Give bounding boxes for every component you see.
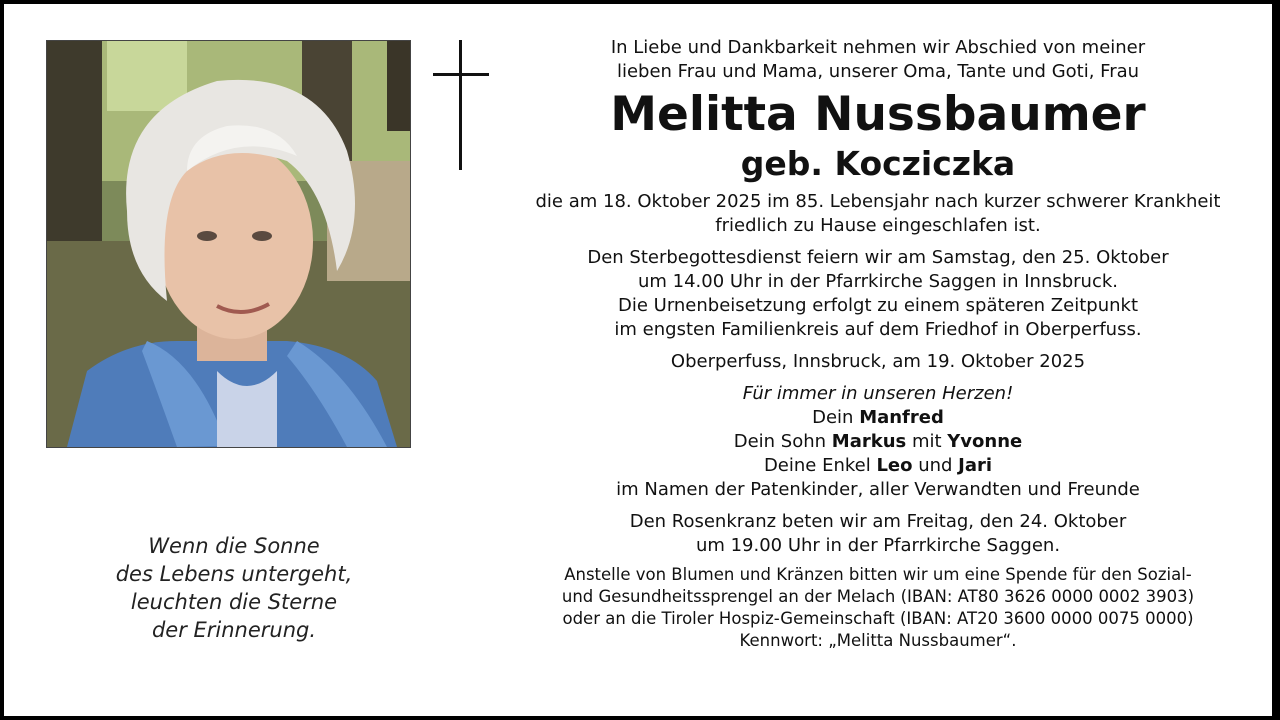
rosary-line: um 19.00 Uhr in der Pfarrkirche Saggen.: [695, 535, 1061, 556]
obituary-notice: [4, 4, 1272, 716]
service-line: Den Sterbegottesdienst feiern wir am Samstag, den 25. Oktober: [587, 247, 1169, 268]
service-line: im engsten Familienkreis auf dem Friedhof in Oberperfuss.: [614, 319, 1142, 340]
place-date: Oberperfuss, Innsbruck, am 19. Oktober 2025: [670, 351, 1086, 372]
rosary-line: Den Rosenkranz beten wir am Freitag, den 24. Oktober: [629, 511, 1127, 532]
cross-icon: [433, 40, 489, 170]
family-line-others: im Namen der Patenkinder, aller Verwandten und Freunde: [616, 479, 1140, 500]
portrait-photo: [46, 40, 411, 448]
donation-line: Kennwort: „Melitta Nussbaumer“.: [739, 631, 1017, 650]
notice-text: [492, 36, 1264, 652]
service-line: Die Urnenbeisetzung erfolgt zu einem späteren Zeitpunkt: [617, 295, 1138, 316]
intro-line: In Liebe und Dankbarkeit nehmen wir Abschied von meiner: [610, 37, 1146, 58]
grandchild-name: Jari: [958, 455, 993, 476]
partner-name: Yvonne: [947, 431, 1023, 452]
death-notice-line: die am 18. Oktober 2025 im 85. Lebensjahr nach kurzer schwerer Krankheit: [535, 191, 1221, 212]
donation-line: Anstelle von Blumen und Kränzen bitten wir um eine Spende für den Sozial-: [564, 565, 1192, 584]
grandchild-name: Leo: [876, 455, 913, 476]
family-line-spouse: Dein Manfred: [812, 407, 944, 428]
family-line-grandchildren: Deine Enkel Leo und Jari: [763, 455, 993, 476]
poem-line: leuchten die Sterne: [130, 590, 338, 614]
donation-line: oder an die Tiroler Hospiz-Gemeinschaft (IBAN: AT20 3600 0000 0075 0000): [562, 609, 1194, 628]
maiden-name: geb. Kocziczka: [740, 144, 1016, 183]
poem: [64, 532, 404, 644]
spouse-name: Manfred: [859, 407, 944, 428]
service-line: um 14.00 Uhr in der Pfarrkirche Saggen in Innsbruck.: [637, 271, 1119, 292]
poem-line: der Erinnerung.: [151, 618, 317, 642]
intro-line: lieben Frau und Mama, unserer Oma, Tante und Goti, Frau: [616, 61, 1140, 82]
donation-line: und Gesundheitssprengel an der Melach (IBAN: AT80 3626 0000 0002 3903): [561, 587, 1195, 606]
death-notice-line: friedlich zu Hause eingeschlafen ist.: [715, 215, 1041, 236]
family-line-son: Dein Sohn Markus mit Yvonne: [733, 431, 1023, 452]
son-name: Markus: [831, 431, 907, 452]
poem-line: Wenn die Sonne: [148, 534, 320, 558]
deceased-name: Melitta Nussbaumer: [610, 87, 1146, 142]
poem-line: des Lebens untergeht,: [115, 562, 353, 586]
motto: Für immer in unseren Herzen!: [742, 383, 1014, 404]
